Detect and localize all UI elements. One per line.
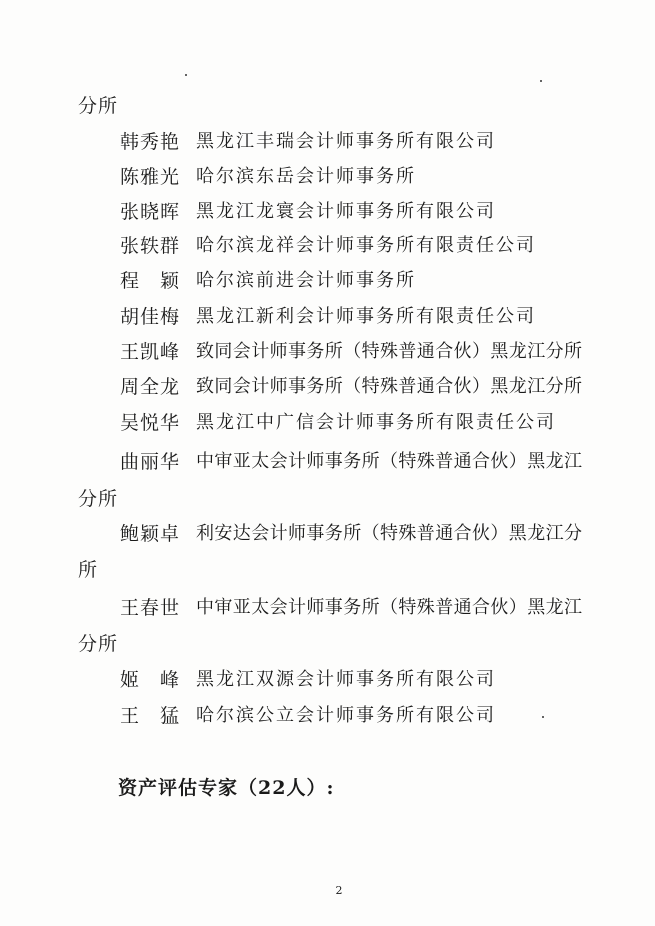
entry-org: 哈尔滨公立会计师事务所有限公司 <box>196 705 496 726</box>
entry-name: 鲍颖卓 <box>120 523 181 545</box>
entry-org: 哈尔滨东岳会计师事务所 <box>196 166 416 187</box>
entry-name: 王春世 <box>120 597 181 619</box>
entry-name: 张晓晖 <box>120 201 181 223</box>
entry-org-continued: 分所 <box>78 488 119 510</box>
entry-org-continued: 分所 <box>78 633 119 655</box>
entry-name: 周全龙 <box>120 376 181 398</box>
entry-name: 陈雅光 <box>120 166 181 188</box>
scan-speck <box>185 74 187 76</box>
entry-org: 黑龙江中广信会计师事务所有限责任公司 <box>196 412 556 433</box>
entry-org: 致同会计师事务所（特殊普通合伙）黑龙江分所 <box>196 376 583 397</box>
scan-speck <box>542 716 544 718</box>
entry-org: 黑龙江新利会计师事务所有限责任公司 <box>196 306 536 327</box>
entry-org: 黑龙江龙寰会计师事务所有限公司 <box>196 201 496 222</box>
entry-name: 曲丽华 <box>120 451 181 473</box>
section-heading: 资产评估专家（22人）: <box>118 777 335 799</box>
entry-name: 姬 峰 <box>120 669 181 691</box>
entry-name: 胡佳梅 <box>120 306 181 328</box>
entry-org: 中审亚太会计师事务所（特殊普通合伙）黑龙江 <box>196 597 583 618</box>
entry-name: 王 猛 <box>120 705 181 727</box>
entry-name: 王凯峰 <box>120 341 181 363</box>
entry-name: 程 颖 <box>120 270 181 292</box>
page-number: 2 <box>335 884 343 897</box>
scan-speck <box>540 80 542 82</box>
entry-org: 中审亚太会计师事务所（特殊普通合伙）黑龙江 <box>196 451 583 472</box>
entry-org: 利安达会计师事务所（特殊普通合伙）黑龙江分 <box>196 523 583 544</box>
entry-name: 吴悦华 <box>120 412 181 434</box>
entry-org: 哈尔滨前进会计师事务所 <box>196 270 416 291</box>
entry-org-continued: 所 <box>78 559 99 581</box>
continued-text: 分所 <box>78 95 119 117</box>
entry-org: 致同会计师事务所（特殊普通合伙）黑龙江分所 <box>196 341 583 362</box>
entry-name: 韩秀艳 <box>120 131 181 153</box>
entry-org: 黑龙江丰瑞会计师事务所有限公司 <box>196 131 496 152</box>
entry-name: 张轶群 <box>120 235 181 257</box>
entry-org: 哈尔滨龙祥会计师事务所有限责任公司 <box>196 235 536 256</box>
entry-org: 黑龙江双源会计师事务所有限公司 <box>196 669 496 690</box>
